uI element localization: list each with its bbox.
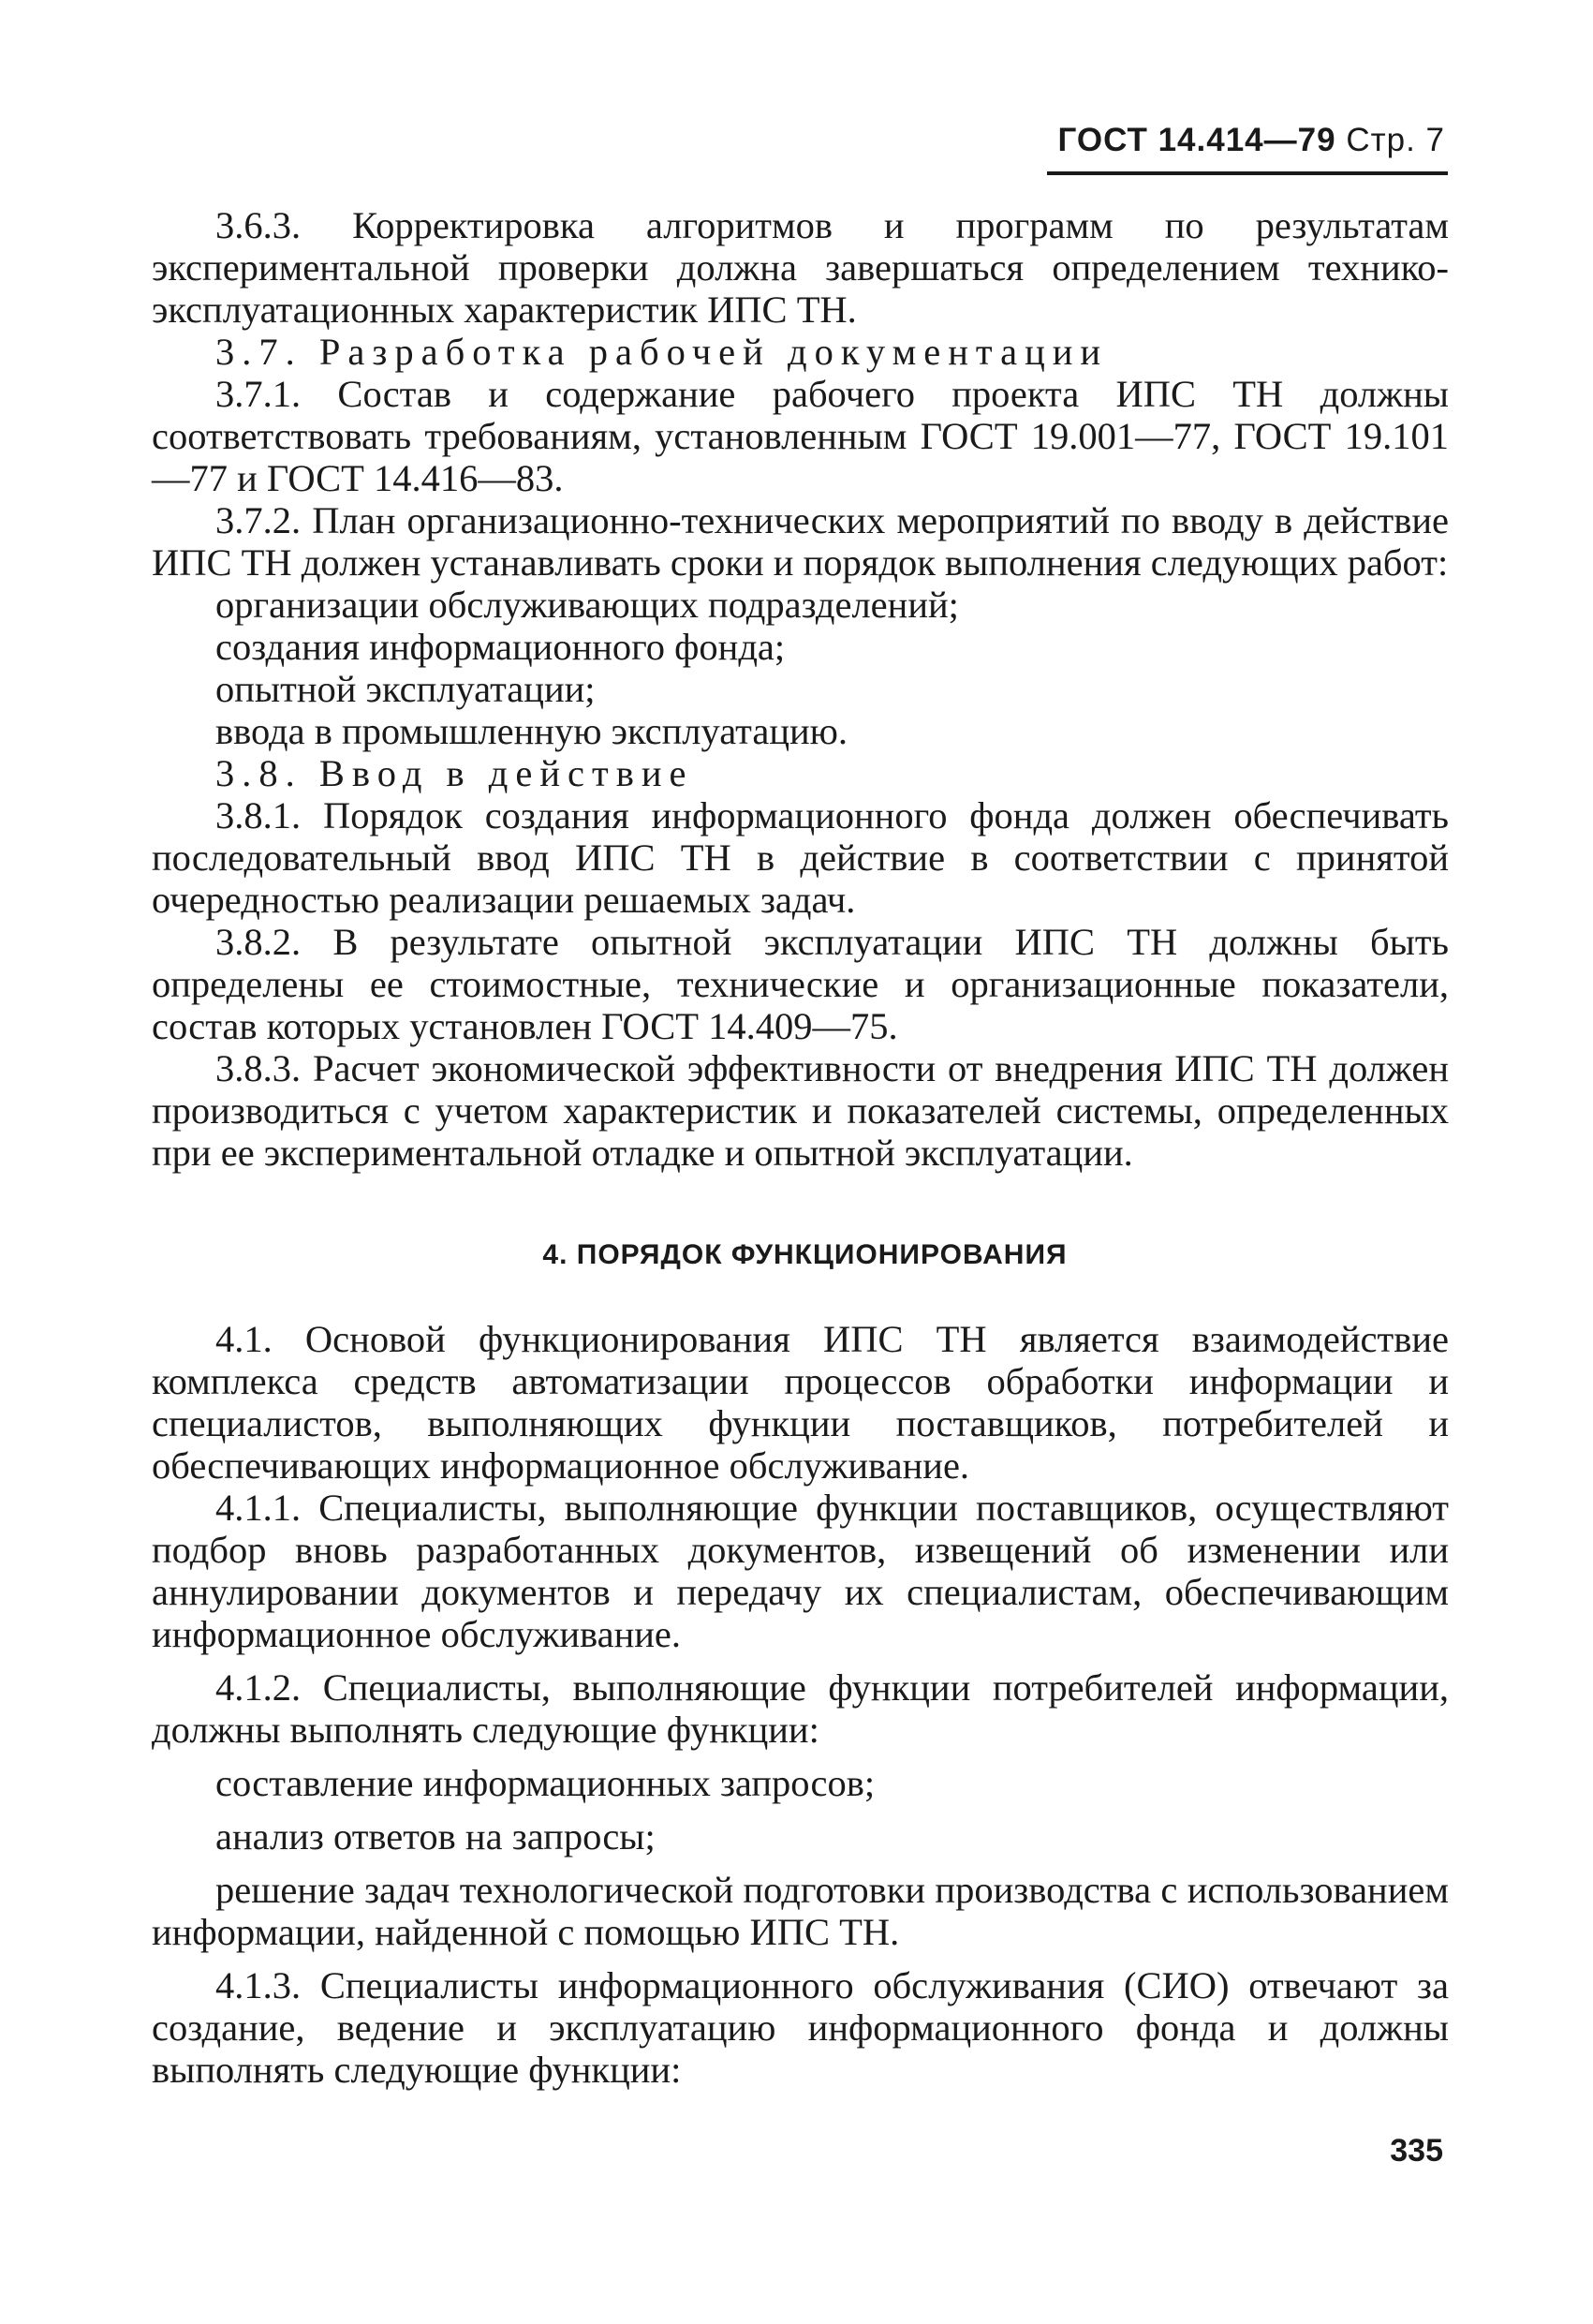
page-label: Стр. 7 xyxy=(1346,122,1445,158)
section-heading: 4. ПОРЯДОК ФУНКЦИОНИРОВАНИЯ xyxy=(542,1239,1068,1270)
list-item: анализ ответов на запросы; xyxy=(215,1815,656,1858)
list-item: ввода в промышленную эксплуатацию. xyxy=(215,710,848,752)
running-header xyxy=(1057,122,1445,159)
paragraph: 3.8.1. Порядок создания информационного фонда должен обеспечивать последовательный ввод ИПС ТН в действие в соответствии с принятой очередностью реализации решаемых задач. xyxy=(152,794,1449,921)
page-number: 335 xyxy=(1390,2133,1443,2169)
paragraph: 4.1.3. Специалисты информационного обслуживания (СИО) отвечают за создание, ведение и эксплуатацию информационного фонда и должны выполнять следующие функции: xyxy=(152,1964,1449,2091)
paragraph: 3.6.3. Корректировка алгоритмов и программ по результатам экспериментальной проверки должна завершаться определением технико-эксплуатационных характеристик ИПС ТН. xyxy=(152,204,1449,331)
list-item: составление информационных запросов; xyxy=(215,1762,876,1804)
paragraph: 4.1.1. Специалисты, выполняющие функции поставщиков, осуществляют подбор вновь разработанных документов, извещений об изменении или аннулировании документов и передачу их специалистам, обеспечивающим информационное обслуживание. xyxy=(152,1487,1449,1655)
body-text xyxy=(152,204,1449,2091)
subsection-heading: 3.8. Ввод в действие xyxy=(215,752,694,794)
section-3-continuation xyxy=(152,204,1449,1174)
paragraph: 3.8.3. Расчет экономической эффективности от внедрения ИПС ТН должен производиться с учетом характеристик и показателей системы, определенных при ее экспериментальной отладке и опытной эксплуатации. xyxy=(152,1047,1449,1174)
header-rule xyxy=(1047,171,1448,175)
paragraph: 3.7.2. План организационно-технических мероприятий по вводу в действие ИПС ТН должен устанавливать сроки и порядок выполнения следующих работ: xyxy=(152,499,1449,584)
paragraph: 3.7.1. Состав и содержание рабочего проекта ИПС ТН должны соответствовать требованиям, установленным ГОСТ 19.001—77, ГОСТ 19.101—77 и ГОСТ 14.416—83. xyxy=(152,373,1449,499)
list-item: создания информационного фонда; xyxy=(215,626,786,668)
list-item: опытной эксплуатации; xyxy=(215,668,596,710)
paragraph: 4.1.2. Специалисты, выполняющие функции потребителей информации, должны выполнять следующие функции: xyxy=(152,1666,1449,1751)
section-4-body xyxy=(152,1318,1449,2091)
subsection-heading: 3.7. Разработка рабочей документации xyxy=(215,331,1109,373)
paragraph: решение задач технологической подготовки производства с использованием информации, найденной с помощью ИПС ТН. xyxy=(152,1869,1449,1953)
list-item: организации обслуживающих подразделений; xyxy=(215,584,959,626)
paragraph: 4.1. Основой функционирования ИПС ТН является взаимодействие комплекса средств автоматизации процессов обработки информации и специалистов, выполняющих функции поставщиков, потребителей и обеспечивающих информационное обслуживание. xyxy=(152,1318,1449,1487)
standard-designation: ГОСТ 14.414—79 xyxy=(1057,122,1336,158)
paragraph: 3.8.2. В результате опытной эксплуатации ИПС ТН должны быть определены ее стоимостные, технические и организационные показатели, состав которых установлен ГОСТ 14.409—75. xyxy=(152,921,1449,1047)
